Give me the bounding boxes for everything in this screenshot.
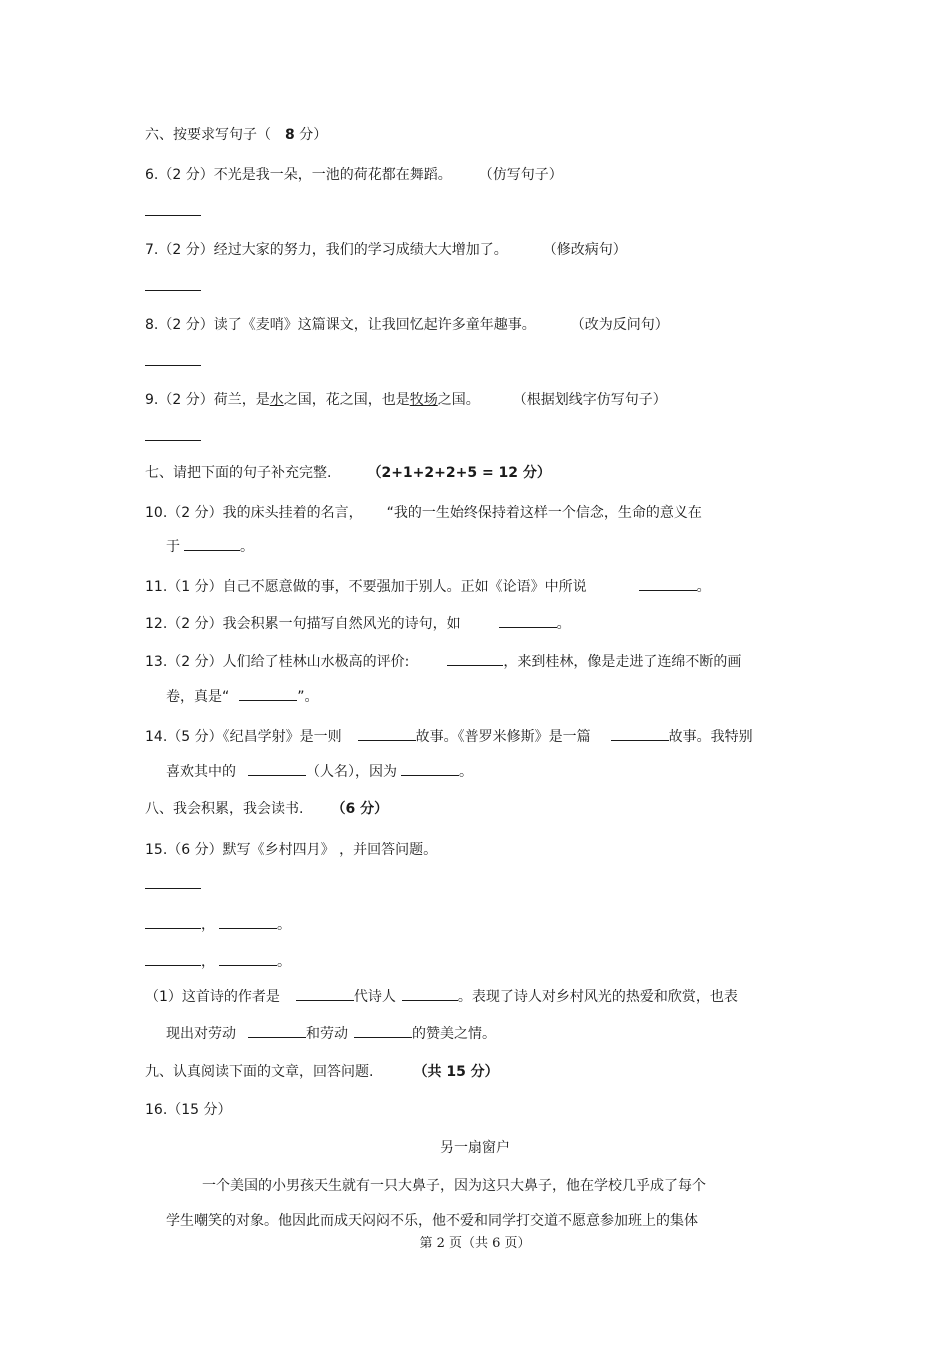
question-9: 9.（2 分）荷兰，是水之国，花之国，也是牧场之国。 （根据划线字仿写句子） bbox=[145, 392, 667, 408]
question-10-cont: 于 。 bbox=[166, 539, 254, 555]
answer-blank-poet[interactable] bbox=[402, 988, 458, 1001]
answer-blank-7[interactable] bbox=[145, 278, 201, 296]
question-15-sub1-cont: 现出对劳动 和劳动 的赞美之情。 bbox=[166, 1026, 496, 1042]
answer-blank-labor-1[interactable] bbox=[248, 1025, 306, 1038]
page-footer: 第 2 页（共 6 页） bbox=[419, 1236, 531, 1251]
answer-blank-13a[interactable] bbox=[447, 653, 503, 666]
answer-blank-14b[interactable] bbox=[611, 728, 669, 741]
section-9-score: （共 15 分） bbox=[413, 1064, 499, 1080]
poem-line-1: ， 。 bbox=[145, 916, 291, 934]
answer-blank-6[interactable] bbox=[145, 203, 201, 221]
answer-blank-11[interactable] bbox=[639, 578, 697, 591]
question-6: 6.（2 分）不光是我一朵，一池的荷花都在舞蹈。 （仿写句子） bbox=[145, 167, 563, 183]
question-14-cont: 喜欢其中的 （人名），因为 。 bbox=[166, 764, 473, 780]
section-6-heading: 六、按要求写句子（ 8 分） bbox=[145, 127, 328, 143]
question-13-cont: 卷，真是“ ”。 bbox=[166, 689, 319, 705]
answer-blank-8[interactable] bbox=[145, 353, 201, 371]
section-7-heading: 七、请把下面的句子补充完整. （2+1+2+2+5 = 12 分） bbox=[145, 465, 551, 481]
section-7-score: （2+1+2+2+5 = 12 分） bbox=[367, 465, 551, 481]
article-paragraph-line-1: 一个美国的小男孩天生就有一只大鼻子，因为这只大鼻子，他在学校几乎成了每个 bbox=[202, 1178, 706, 1194]
answer-blank-12[interactable] bbox=[499, 615, 557, 628]
answer-blank-14c[interactable] bbox=[248, 763, 306, 776]
section-8-score: （6 分） bbox=[331, 801, 389, 817]
poem-blank-1[interactable] bbox=[145, 916, 201, 929]
question-13: 13.（2 分）人们给了桂林山水极高的评价: ，来到桂林，像是走进了连绵不断的画 bbox=[145, 654, 742, 670]
answer-blank-10[interactable] bbox=[184, 538, 240, 551]
question-14: 14.（5 分）《纪昌学射》是一则 故事。《普罗米修斯》是一篇 故事。我特别 bbox=[145, 729, 753, 745]
question-8: 8.（2 分）读了《麦哨》这篇课文，让我回忆起许多童年趣事。 （改为反问句） bbox=[145, 317, 669, 333]
answer-blank-dynasty[interactable] bbox=[296, 988, 354, 1001]
question-12: 12.（2 分）我会积累一句描写自然风光的诗句，如 。 bbox=[145, 616, 571, 632]
answer-blank-14d[interactable] bbox=[401, 763, 459, 776]
article-title: 另一扇窗户 bbox=[440, 1140, 510, 1156]
poem-blank-4[interactable] bbox=[219, 953, 277, 966]
poem-blank-2[interactable] bbox=[219, 916, 277, 929]
answer-blank-14a[interactable] bbox=[358, 728, 416, 741]
section-6-score: 8 bbox=[285, 127, 295, 143]
question-11: 11.（1 分）自己不愿意做的事，不要强加于别人。正如《论语》中所说 。 bbox=[145, 579, 711, 595]
poem-blank-3[interactable] bbox=[145, 953, 201, 966]
poem-blank-title[interactable] bbox=[145, 876, 201, 894]
question-7: 7.（2 分）经过大家的努力，我们的学习成绩大大增加了。 （修改病句） bbox=[145, 242, 627, 258]
answer-blank-labor-2[interactable] bbox=[354, 1025, 412, 1038]
answer-blank-13b[interactable] bbox=[239, 688, 297, 701]
article-paragraph-line-2: 学生嘲笑的对象。他因此而成天闷闷不乐，他不爱和同学打交道不愿意参加班上的集体 bbox=[166, 1213, 698, 1229]
question-15-sub1: （1）这首诗的作者是 代诗人 。表现了诗人对乡村风光的热爱和欣赏，也表 bbox=[145, 989, 738, 1005]
question-16: 16.（15 分） bbox=[145, 1102, 232, 1118]
section-8-heading: 八、我会积累，我会读书. （6 分） bbox=[145, 801, 389, 817]
underlined-word-pasture: 牧场 bbox=[409, 392, 438, 408]
poem-line-2: ， 。 bbox=[145, 953, 291, 971]
answer-blank-9[interactable] bbox=[145, 428, 201, 446]
section-9-heading: 九、认真阅读下面的文章，回答问题. （共 15 分） bbox=[145, 1064, 499, 1080]
question-15: 15.（6 分）默写《乡村四月》 ，并回答问题。 bbox=[145, 842, 438, 858]
question-10: 10.（2 分）我的床头挂着的名言， “我的一生始终保持着这样一个信念，生命的意义在 bbox=[145, 505, 702, 521]
underlined-word-water: 水 bbox=[269, 392, 284, 408]
